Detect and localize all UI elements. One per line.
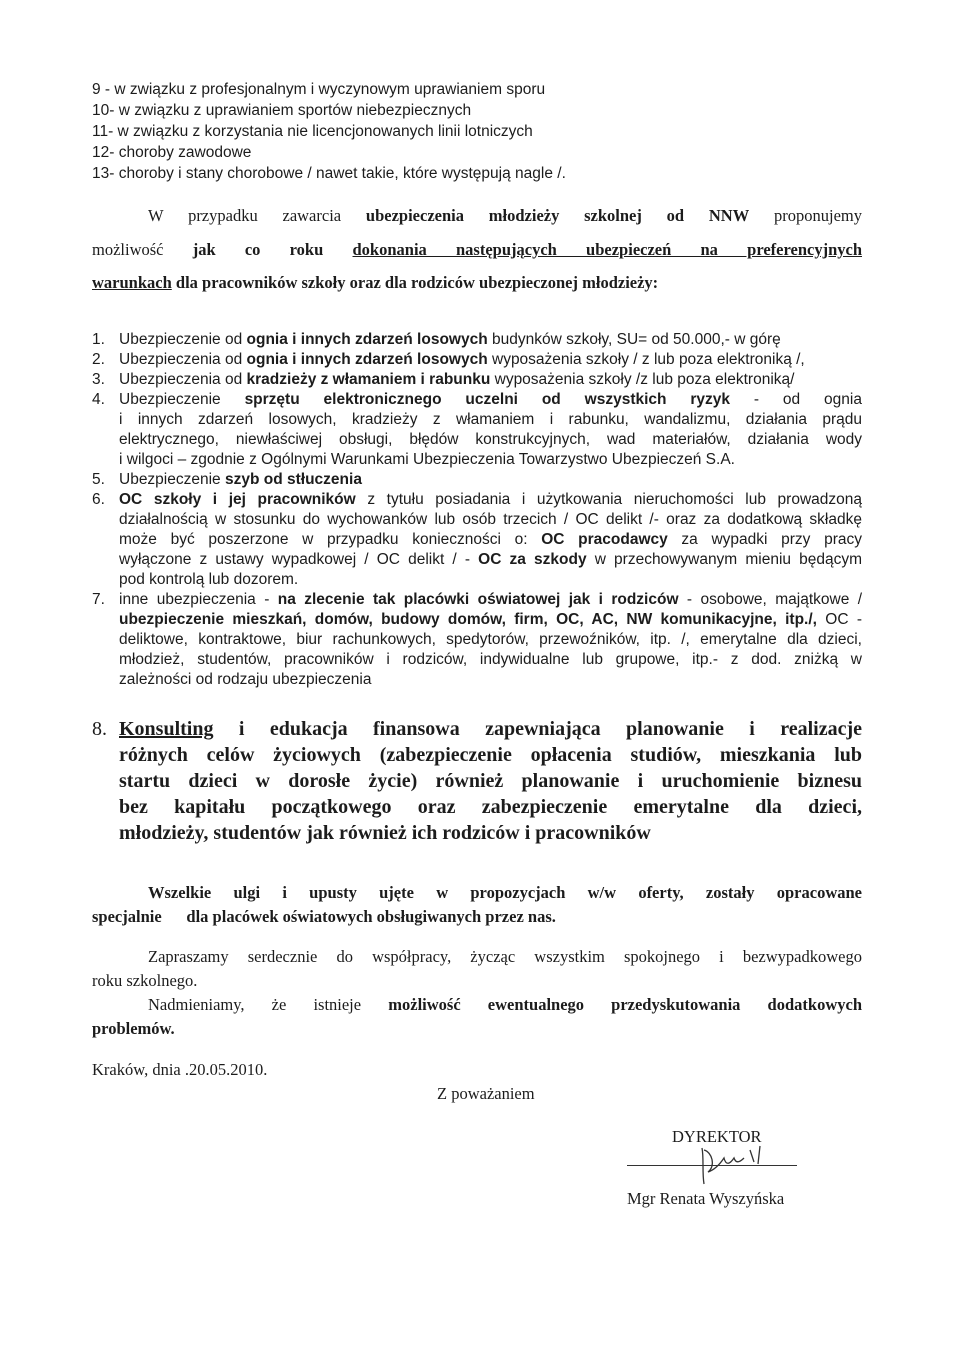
item-3: Ubezpieczenia od kradzieży z włamaniem i rabunku wyposażenia szkoły /z lub poza elektroniką/ (119, 371, 795, 388)
item-8-line-2: różnych celów życiowych (zabezpieczenie opłacenia studiów, mieszkania lub (119, 744, 862, 766)
item-number: 1. (92, 331, 105, 348)
item-8-line-5: młodzieży, studentów jak również ich rodziców i pracowników (119, 822, 651, 844)
item-8-line-1: Konsulting i edukacja finansowa zapewniająca planowanie i realizacje (119, 718, 862, 740)
closing-line-2: specjalnie dla placówek oświatowych obsługiwanych przez nas. (92, 907, 556, 926)
item-7-line-4: młodzież, studentów, pracowników i rodziców, indywidualne lub grupowe, itp.- z dod. zniżką w (119, 651, 862, 668)
item-6-line-5: pod kontrolą lub dozorem. (119, 571, 299, 588)
item-number: 3. (92, 371, 105, 388)
signature-line (627, 1165, 797, 1166)
list-item-12: 12- choroby zawodowe (92, 144, 252, 161)
list-item-10: 10- w związku z uprawianiem sportów niebezpiecznych (92, 102, 472, 119)
item-number: 5. (92, 471, 105, 488)
list-item-11: 11- w związku z korzystania nie licencjonowanych linii lotniczych (92, 123, 533, 140)
item-6-line-1: OC szkoły i jej pracowników z tytułu posiadania i użytkowania nieruchomości lub prowadzoną (119, 491, 862, 508)
item-number: 2. (92, 351, 105, 368)
item-number: 7. (92, 591, 105, 608)
position-title: DYREKTOR (672, 1127, 762, 1146)
item-6-line-4: wyłączone z ustawy wypadkowej / OC delikt / - OC za szkody w przechowywanym mieniu będącym (119, 551, 863, 568)
item-number: 4. (92, 391, 105, 408)
intro-line-1: W przypadku zawarcia ubezpieczenia młodzieży szkolnej od NNW proponujemy (148, 206, 863, 225)
item-7-line-1: inne ubezpieczenia - na zlecenie tak placówki oświatowej jak i rodziców - osobowe, majątkowe / (119, 591, 863, 608)
item-8-line-4: bez kapitału początkowego oraz zabezpieczenie emerytalne dla dzieci, (119, 796, 862, 818)
item-5: Ubezpieczenie szyb od stłuczenia (119, 471, 362, 488)
item-7-line-3: deliktowe, kontraktowe, biur rachunkowych, spedytorów, przewoźników, itp. /, emerytalne dla dzieci, (119, 631, 862, 648)
signatory-name: Mgr Renata Wyszyńska (627, 1189, 785, 1208)
item-6-line-3: może być poszerzone w przypadku konieczności o: OC pracodawcy za wypadki przy pracy (119, 531, 862, 548)
intro-line-3: warunkach dla pracowników szkoły oraz dla rodziców ubezpieczonej młodzieży: (92, 273, 659, 292)
item-6-line-2: działalnością w stosunku do wychowanków lub osób trzecich / OC delikt /- oraz za dodatkową składkę (119, 511, 862, 528)
item-7-line-2: ubezpieczenie mieszkań, domów, budowy domów, firm, OC, AC, NW komunikacyjne, itp./, OC - (119, 611, 862, 628)
item-1: Ubezpieczenie od ognia i innych zdarzeń losowych budynków szkoły, SU= od 50.000,- w górę (119, 331, 781, 348)
item-2: Ubezpieczenia od ognia i innych zdarzeń losowych wyposażenia szkoły / z lub poza elektroniką /, (119, 351, 805, 368)
item-4-line-1: Ubezpieczenie sprzętu elektronicznego uczelni od wszystkich ryzyk - od ognia (119, 391, 862, 408)
item-number: 8. (92, 718, 107, 740)
closing-line-4: roku szkolnego. (92, 971, 198, 990)
list-item-13: 13- choroby i stany chorobowe / nawet takie, które występują nagle /. (92, 165, 566, 182)
item-number: 6. (92, 491, 105, 508)
closing-line-3: Zapraszamy serdecznie do współpracy, życząc wszystkim spokojnego i bezwypadkowego (148, 947, 862, 966)
intro-line-2: możliwość jak co roku dokonania następujących ubezpieczeń na preferencyjnych (92, 240, 863, 259)
item-4-line-4: i wilgoci – zgodnie z Ogólnymi Warunkami Ubezpieczenia Towarzystwo Ubezpieczeń S.A. (119, 451, 735, 468)
closing-line-5: Nadmieniamy, że istnieje możliwość ewentualnego przedyskutowania dodatkowych (148, 995, 862, 1014)
list-item-9: 9 - w związku z profesjonalnym i wyczynowym uprawianiem sporu (92, 81, 546, 98)
item-7-line-5: zależności od rodzaju ubezpieczenia (119, 671, 372, 688)
place-date: Kraków, dnia .20.05.2010. (92, 1060, 268, 1079)
item-4-line-2: i innych zdarzeń losowych, kradzieży z włamaniem i rabunku, wandalizmu, działania prądu (119, 411, 862, 428)
closing-line-6: problemów. (92, 1019, 175, 1038)
closing-line-1: Wszelkie ulgi i upusty ujęte w propozycjach w/w oferty, zostały opracowane (148, 883, 862, 902)
item-8-line-3: startu dzieci w dorosłe życie) również planowanie i uruchomienie biznesu (119, 770, 862, 792)
item-4-line-3: elektrycznego, niewłaściwej obsługi, błędów konstrukcyjnych, wad materiałów, działania wody (119, 431, 862, 448)
regards: Z poważaniem (437, 1084, 535, 1103)
